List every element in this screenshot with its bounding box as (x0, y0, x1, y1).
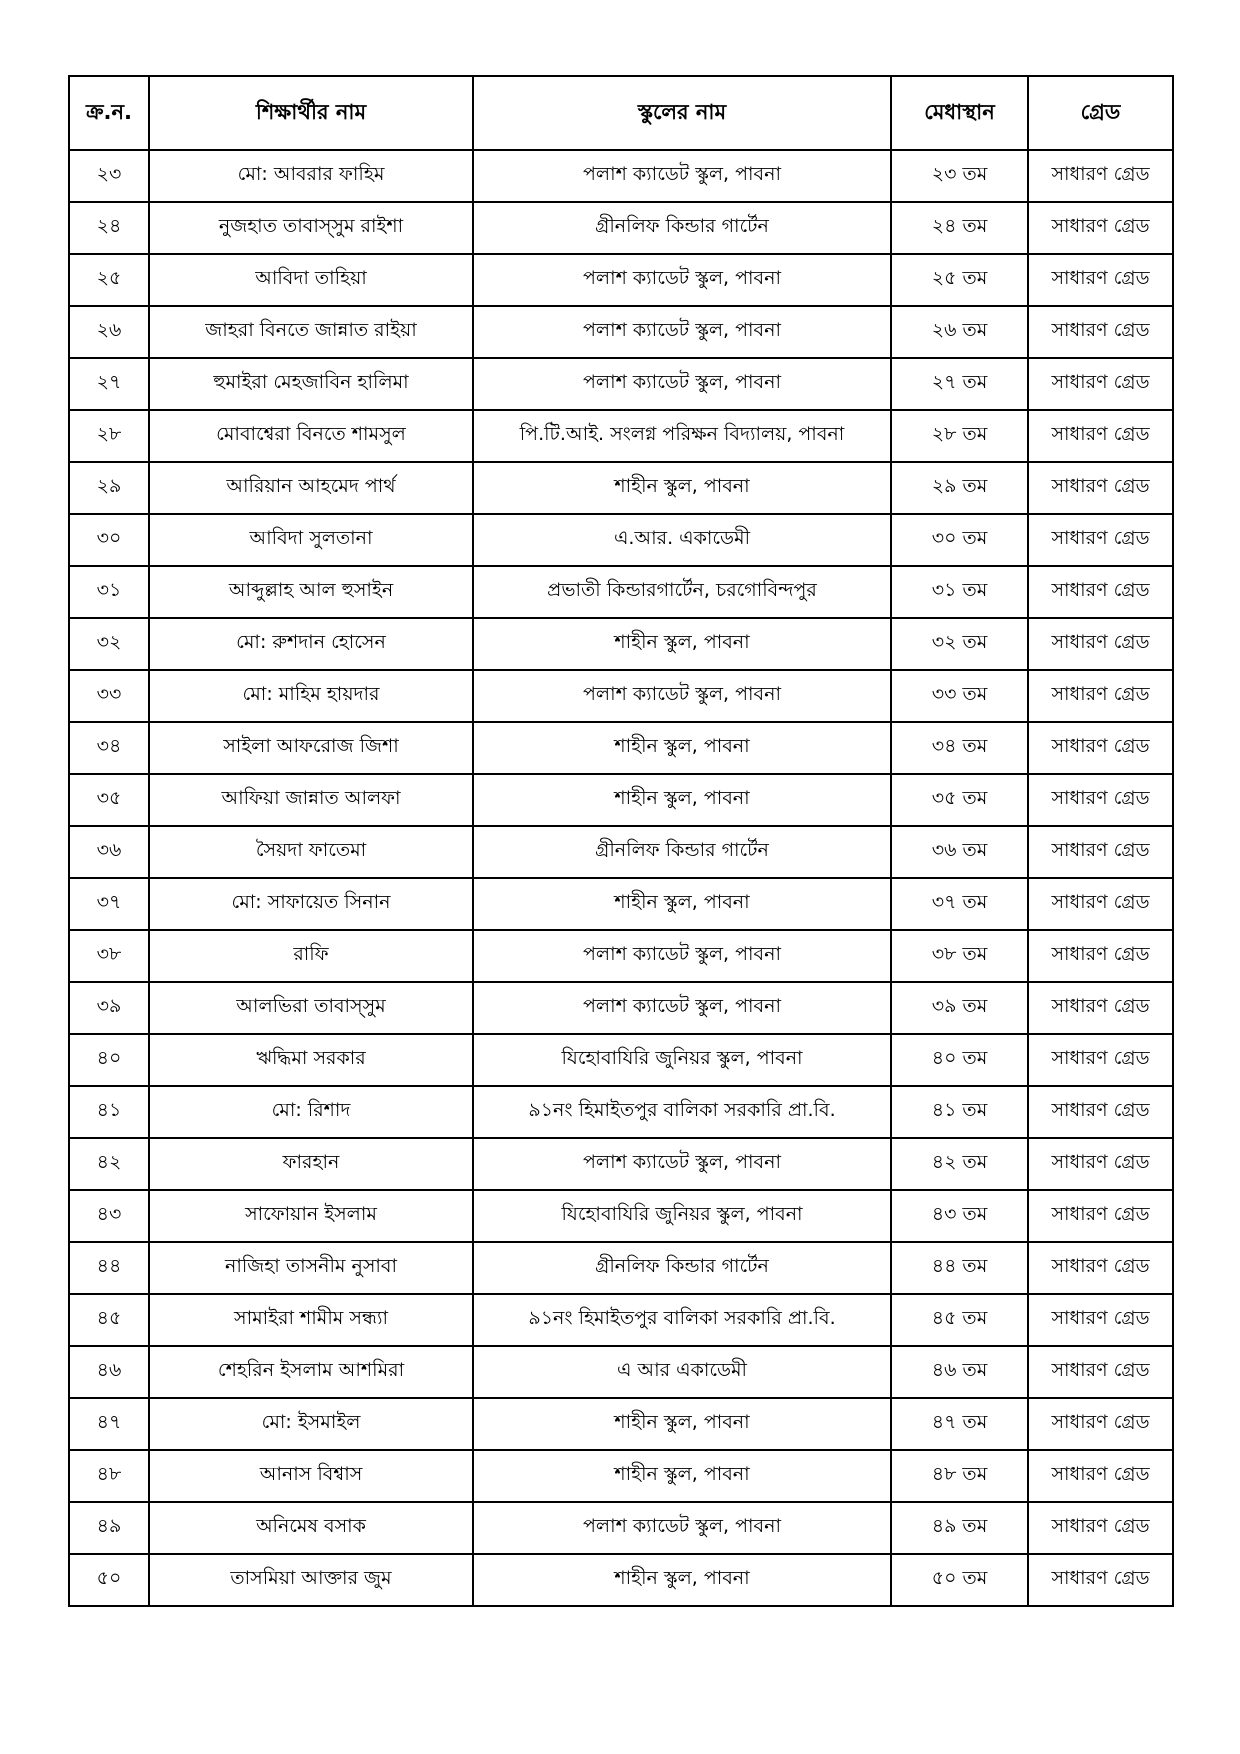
cell-school-name: যিহোবাযিরি জুনিয়র স্কুল, পাবনা (473, 1190, 891, 1242)
cell-student-name: সাইলা আফরোজ জিশা (149, 722, 473, 774)
header-grade: গ্রেড (1028, 76, 1173, 150)
cell-merit-position: ২৮ তম (891, 410, 1028, 462)
cell-student-name: মো: আবরার ফাহিম (149, 150, 473, 202)
cell-merit-position: ২৪ তম (891, 202, 1028, 254)
cell-serial: ৩৩ (69, 670, 149, 722)
cell-student-name: শেহরিন ইসলাম আশমিরা (149, 1346, 473, 1398)
cell-grade: সাধারণ গ্রেড (1028, 982, 1173, 1034)
cell-grade: সাধারণ গ্রেড (1028, 254, 1173, 306)
cell-school-name: গ্রীনলিফ কিন্ডার গার্টেন (473, 202, 891, 254)
cell-serial: ২৯ (69, 462, 149, 514)
table-row (69, 462, 1173, 514)
cell-grade: সাধারণ গ্রেড (1028, 306, 1173, 358)
cell-grade: সাধারণ গ্রেড (1028, 358, 1173, 410)
cell-merit-position: ৪৩ তম (891, 1190, 1028, 1242)
table-header (69, 76, 1173, 150)
cell-merit-position: ২৯ তম (891, 462, 1028, 514)
cell-grade: সাধারণ গ্রেড (1028, 1346, 1173, 1398)
cell-serial: ২৬ (69, 306, 149, 358)
cell-serial: ৪২ (69, 1138, 149, 1190)
cell-school-name: পলাশ ক্যাডেট স্কুল, পাবনা (473, 670, 891, 722)
cell-grade: সাধারণ গ্রেড (1028, 878, 1173, 930)
cell-serial: ৪৯ (69, 1502, 149, 1554)
cell-school-name: শাহীন স্কুল, পাবনা (473, 774, 891, 826)
table-row (69, 826, 1173, 878)
cell-school-name: শাহীন স্কুল, পাবনা (473, 878, 891, 930)
cell-grade: সাধারণ গ্রেড (1028, 774, 1173, 826)
cell-student-name: নুজহাত তাবাস্‌সুম রাইশা (149, 202, 473, 254)
table-row (69, 410, 1173, 462)
table-row (69, 1086, 1173, 1138)
cell-serial: ৪৭ (69, 1398, 149, 1450)
cell-serial: ৪৪ (69, 1242, 149, 1294)
cell-grade: সাধারণ গ্রেড (1028, 202, 1173, 254)
table-row (69, 1398, 1173, 1450)
table-row (69, 1502, 1173, 1554)
cell-student-name: আফিয়া জান্নাত আলফা (149, 774, 473, 826)
cell-merit-position: ৫০ তম (891, 1554, 1028, 1606)
table-row (69, 358, 1173, 410)
table-row (69, 566, 1173, 618)
cell-grade: সাধারণ গ্রেড (1028, 410, 1173, 462)
cell-merit-position: ৪৭ তম (891, 1398, 1028, 1450)
merit-list-table (68, 75, 1174, 1607)
cell-student-name: মো: ইসমাইল (149, 1398, 473, 1450)
cell-school-name: গ্রীনলিফ কিন্ডার গার্টেন (473, 826, 891, 878)
cell-serial: ৩৬ (69, 826, 149, 878)
cell-school-name: পলাশ ক্যাডেট স্কুল, পাবনা (473, 1138, 891, 1190)
table-row (69, 1554, 1173, 1606)
cell-student-name: সৈয়দা ফাতেমা (149, 826, 473, 878)
cell-school-name: গ্রীনলিফ কিন্ডার গার্টেন (473, 1242, 891, 1294)
table-row (69, 618, 1173, 670)
cell-serial: ৩৪ (69, 722, 149, 774)
cell-school-name: পলাশ ক্যাডেট স্কুল, পাবনা (473, 1502, 891, 1554)
header-serial: ক্র.ন. (69, 76, 149, 150)
table-row (69, 1138, 1173, 1190)
table-row (69, 1346, 1173, 1398)
cell-grade: সাধারণ গ্রেড (1028, 1138, 1173, 1190)
cell-serial: ৪৩ (69, 1190, 149, 1242)
cell-student-name: আবিদা তাহিয়া (149, 254, 473, 306)
cell-serial: ৩০ (69, 514, 149, 566)
cell-school-name: ৯১নং হিমাইতপুর বালিকা সরকারি প্রা.বি. (473, 1086, 891, 1138)
cell-grade: সাধারণ গ্রেড (1028, 1034, 1173, 1086)
table-row (69, 774, 1173, 826)
cell-school-name: এ আর একাডেমী (473, 1346, 891, 1398)
table-row (69, 1450, 1173, 1502)
cell-grade: সাধারণ গ্রেড (1028, 1502, 1173, 1554)
cell-merit-position: ৪১ তম (891, 1086, 1028, 1138)
cell-serial: ৪৮ (69, 1450, 149, 1502)
cell-grade: সাধারণ গ্রেড (1028, 930, 1173, 982)
cell-grade: সাধারণ গ্রেড (1028, 514, 1173, 566)
cell-serial: ৪০ (69, 1034, 149, 1086)
cell-school-name: পলাশ ক্যাডেট স্কুল, পাবনা (473, 982, 891, 1034)
cell-student-name: সামাইরা শামীম সন্ধ্যা (149, 1294, 473, 1346)
cell-school-name: পি.টি.আই. সংলগ্ন পরিক্ষন বিদ্যালয়, পাবনা (473, 410, 891, 462)
cell-merit-position: ৪২ তম (891, 1138, 1028, 1190)
cell-school-name: শাহীন স্কুল, পাবনা (473, 1554, 891, 1606)
cell-student-name: আব্দুল্লাহ আল হুসাইন (149, 566, 473, 618)
cell-merit-position: ৩৯ তম (891, 982, 1028, 1034)
table-row (69, 722, 1173, 774)
cell-school-name: পলাশ ক্যাডেট স্কুল, পাবনা (473, 306, 891, 358)
cell-student-name: জাহরা বিনতে জান্নাত রাইয়া (149, 306, 473, 358)
cell-school-name: শাহীন স্কুল, পাবনা (473, 618, 891, 670)
cell-serial: ৪৫ (69, 1294, 149, 1346)
table-row (69, 670, 1173, 722)
merit-list-sheet (68, 75, 1172, 1607)
cell-merit-position: ২৩ তম (891, 150, 1028, 202)
cell-grade: সাধারণ গ্রেড (1028, 618, 1173, 670)
cell-grade: সাধারণ গ্রেড (1028, 462, 1173, 514)
cell-student-name: আবিদা সুলতানা (149, 514, 473, 566)
cell-grade: সাধারণ গ্রেড (1028, 1086, 1173, 1138)
cell-student-name: মো: রিশাদ (149, 1086, 473, 1138)
cell-grade: সাধারণ গ্রেড (1028, 826, 1173, 878)
cell-merit-position: ৩৭ তম (891, 878, 1028, 930)
cell-school-name: এ.আর. একাডেমী (473, 514, 891, 566)
cell-student-name: হুমাইরা মেহজাবিন হালিমা (149, 358, 473, 410)
cell-grade: সাধারণ গ্রেড (1028, 722, 1173, 774)
table-row (69, 878, 1173, 930)
cell-grade: সাধারণ গ্রেড (1028, 150, 1173, 202)
cell-school-name: ৯১নং হিমাইতপুর বালিকা সরকারি প্রা.বি. (473, 1294, 891, 1346)
cell-school-name: শাহীন স্কুল, পাবনা (473, 722, 891, 774)
cell-merit-position: ৩৫ তম (891, 774, 1028, 826)
cell-student-name: নাজিহা তাসনীম নুসাবা (149, 1242, 473, 1294)
table-row (69, 982, 1173, 1034)
table-row (69, 150, 1173, 202)
cell-serial: ২৩ (69, 150, 149, 202)
table-row (69, 1190, 1173, 1242)
cell-school-name: পলাশ ক্যাডেট স্কুল, পাবনা (473, 150, 891, 202)
cell-merit-position: ৪৫ তম (891, 1294, 1028, 1346)
cell-school-name: পলাশ ক্যাডেট স্কুল, পাবনা (473, 358, 891, 410)
cell-serial: ৩৯ (69, 982, 149, 1034)
cell-student-name: ফারহান (149, 1138, 473, 1190)
cell-serial: ৫০ (69, 1554, 149, 1606)
cell-merit-position: ২৬ তম (891, 306, 1028, 358)
cell-student-name: মোবাশ্বেরা বিনতে শামসুল (149, 410, 473, 462)
table-row (69, 1294, 1173, 1346)
cell-merit-position: ৪৪ তম (891, 1242, 1028, 1294)
cell-school-name: পলাশ ক্যাডেট স্কুল, পাবনা (473, 930, 891, 982)
header-row (69, 76, 1173, 150)
table-row (69, 1242, 1173, 1294)
cell-grade: সাধারণ গ্রেড (1028, 1242, 1173, 1294)
cell-school-name: শাহীন স্কুল, পাবনা (473, 1398, 891, 1450)
cell-student-name: সাফোয়ান ইসলাম (149, 1190, 473, 1242)
header-student-name: শিক্ষার্থীর নাম (149, 76, 473, 150)
cell-serial: ৩৭ (69, 878, 149, 930)
cell-serial: ২৫ (69, 254, 149, 306)
cell-serial: ৩১ (69, 566, 149, 618)
cell-grade: সাধারণ গ্রেড (1028, 670, 1173, 722)
cell-serial: ২৪ (69, 202, 149, 254)
header-school-name: স্কুলের নাম (473, 76, 891, 150)
cell-merit-position: ৪৮ তম (891, 1450, 1028, 1502)
cell-student-name: তাসমিয়া আক্তার জুম (149, 1554, 473, 1606)
cell-student-name: রাফি (149, 930, 473, 982)
cell-merit-position: ৩৪ তম (891, 722, 1028, 774)
header-merit-position: মেধাস্থান (891, 76, 1028, 150)
cell-merit-position: ৩৬ তম (891, 826, 1028, 878)
table-row (69, 930, 1173, 982)
cell-student-name: অনিমেষ বসাক (149, 1502, 473, 1554)
cell-serial: ৪১ (69, 1086, 149, 1138)
cell-merit-position: ৪০ তম (891, 1034, 1028, 1086)
cell-serial: ৪৬ (69, 1346, 149, 1398)
table-body (69, 150, 1173, 1606)
cell-merit-position: ৩৮ তম (891, 930, 1028, 982)
cell-merit-position: ৩৩ তম (891, 670, 1028, 722)
cell-serial: ২৭ (69, 358, 149, 410)
cell-grade: সাধারণ গ্রেড (1028, 1190, 1173, 1242)
cell-serial: ৩৫ (69, 774, 149, 826)
cell-school-name: শাহীন স্কুল, পাবনা (473, 462, 891, 514)
cell-school-name: পলাশ ক্যাডেট স্কুল, পাবনা (473, 254, 891, 306)
cell-merit-position: ৩২ তম (891, 618, 1028, 670)
table-row (69, 514, 1173, 566)
cell-grade: সাধারণ গ্রেড (1028, 566, 1173, 618)
cell-student-name: মো: মাহিম হায়দার (149, 670, 473, 722)
cell-merit-position: ২৫ তম (891, 254, 1028, 306)
cell-school-name: প্রভাতী কিন্ডারগার্টেন, চরগোবিন্দপুর (473, 566, 891, 618)
table-row (69, 254, 1173, 306)
cell-student-name: আরিয়ান আহমেদ পার্থ (149, 462, 473, 514)
cell-student-name: ঋদ্ধিমা সরকার (149, 1034, 473, 1086)
cell-grade: সাধারণ গ্রেড (1028, 1554, 1173, 1606)
cell-serial: ৩২ (69, 618, 149, 670)
table-row (69, 306, 1173, 358)
cell-school-name: যিহোবাযিরি জুনিয়র স্কুল, পাবনা (473, 1034, 891, 1086)
cell-student-name: আনাস বিশ্বাস (149, 1450, 473, 1502)
cell-serial: ২৮ (69, 410, 149, 462)
cell-serial: ৩৮ (69, 930, 149, 982)
table-row (69, 202, 1173, 254)
cell-merit-position: ৪৬ তম (891, 1346, 1028, 1398)
cell-school-name: শাহীন স্কুল, পাবনা (473, 1450, 891, 1502)
cell-student-name: আলভিরা তাবাস্‌সুম (149, 982, 473, 1034)
cell-student-name: মো: রুশদান হোসেন (149, 618, 473, 670)
cell-student-name: মো: সাফায়েত সিনান (149, 878, 473, 930)
cell-merit-position: ৪৯ তম (891, 1502, 1028, 1554)
cell-grade: সাধারণ গ্রেড (1028, 1450, 1173, 1502)
cell-grade: সাধারণ গ্রেড (1028, 1398, 1173, 1450)
cell-merit-position: ২৭ তম (891, 358, 1028, 410)
cell-merit-position: ৩১ তম (891, 566, 1028, 618)
cell-grade: সাধারণ গ্রেড (1028, 1294, 1173, 1346)
cell-merit-position: ৩০ তম (891, 514, 1028, 566)
table-row (69, 1034, 1173, 1086)
